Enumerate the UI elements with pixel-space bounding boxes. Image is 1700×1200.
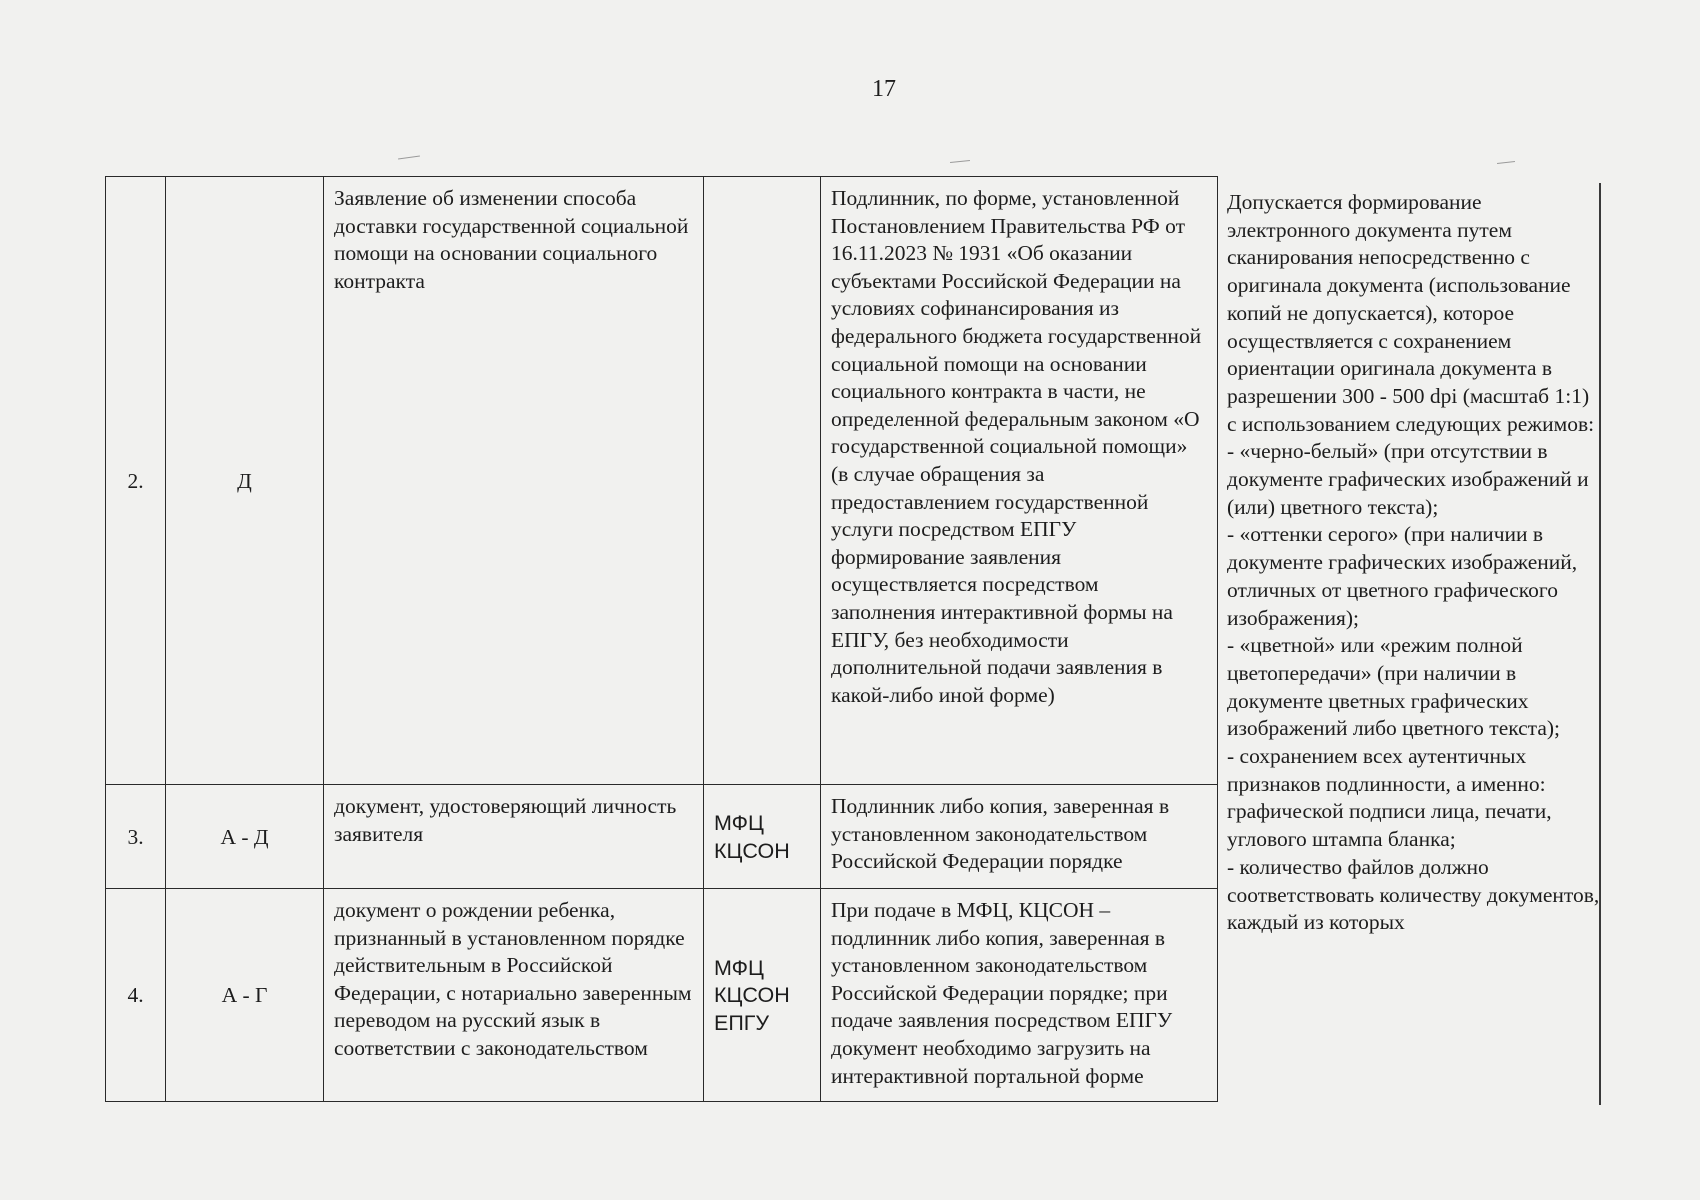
submission-channels [704,785,821,889]
document-form: Подлинник, по форме, установленной Постановлением Правительства РФ от 16.11.2023 № 1931 «Об оказании субъектами Российской Федерации на условиях софинансирования из федерального бюджета государственной социальной помощи на основании социального контракта в части, не определенной федеральным законом «О государственной социальной помощи» (в случае обращения за предоставлением государственной услуги посредством ЕПГУ формирование заявления осуществляется посредством заполнения интерактивной формы на ЕПГУ, без необходимости дополнительной подачи заявления в какой-либо иной форме) [821,177,1218,785]
scanning-paragraph: - «черно-белый» (при отсутствии в документе графических изображений и (или) цветного текста); [1227,439,1589,519]
scanning-paragraph: Допускается формирование электронного документа путем сканирования непосредственно с оригинала документа (использование копий не допускается), которое осуществляется с сохранением ориентации оригинала документа в разрешении 300 - 500 dpi (масштаб 1:1) с использованием следующих режимов: [1227,190,1595,436]
row-number: 2. [106,177,166,785]
document-name: документ о рождении ребенка, признанный в установленном порядке действительным в Российской Федерации, с нотариально заверенным переводом на русский язык в соответствии с законодательством [324,889,704,1102]
scanning-paragraph: - количество файлов должно соответствовать количеству документов, каждый из которых [1227,854,1600,935]
document-name: документ, удостоверяющий личность заявителя [324,785,704,889]
submission-channels [704,177,821,785]
scanning-paragraph: - сохранением всех аутентичных признаков подлинности, а именно: графической подписи лица, печати, углового штампа бланка; [1227,744,1552,852]
submission-channels [704,889,821,1102]
documents-table [105,176,1218,1102]
row-number: 3. [106,785,166,889]
page-number: 17 [872,76,896,102]
channel-label: МФЦ [714,810,764,835]
applicant-category: А - Г [166,889,324,1102]
column-rule [1599,183,1601,1105]
document-form: Подлинник либо копия, заверенная в установленном законодательством Российской Федерации порядке [821,785,1218,889]
row-number: 4. [106,889,166,1102]
table-row [106,177,1218,785]
scan-mark [1497,161,1515,164]
document-form: При подаче в МФЦ, КЦСОН – подлинник либо копия, заверенная в установленном законодательством Российской Федерации порядке; при подаче заявления посредством ЕПГУ документ необходимо загрузить на интерактивной портальной форме [821,889,1218,1102]
table-row [106,785,1218,889]
scan-mark [398,155,420,159]
document-name: Заявление об изменении способа доставки государственной социальной помощи на основании социального контракта [324,177,704,785]
scan-mark [950,160,970,163]
scanning-requirements [1227,189,1602,937]
applicant-category: Д [166,177,324,785]
scanning-paragraph: - «оттенки серого» (при наличии в документе графических изображений, отличных от цветного графического изображения); [1227,522,1578,630]
channel-label: КЦСОН [714,838,790,863]
scanning-paragraph: - «цветной» или «режим полной цветопередачи» (при наличии в документе цветных графических изображений либо цветного текста); [1227,633,1561,741]
table-row [106,889,1218,1102]
channel-label: МФЦ [714,955,764,980]
channel-label: КЦСОН [714,983,790,1008]
applicant-category: А - Д [166,785,324,889]
channel-label: ЕПГУ [714,1010,770,1035]
